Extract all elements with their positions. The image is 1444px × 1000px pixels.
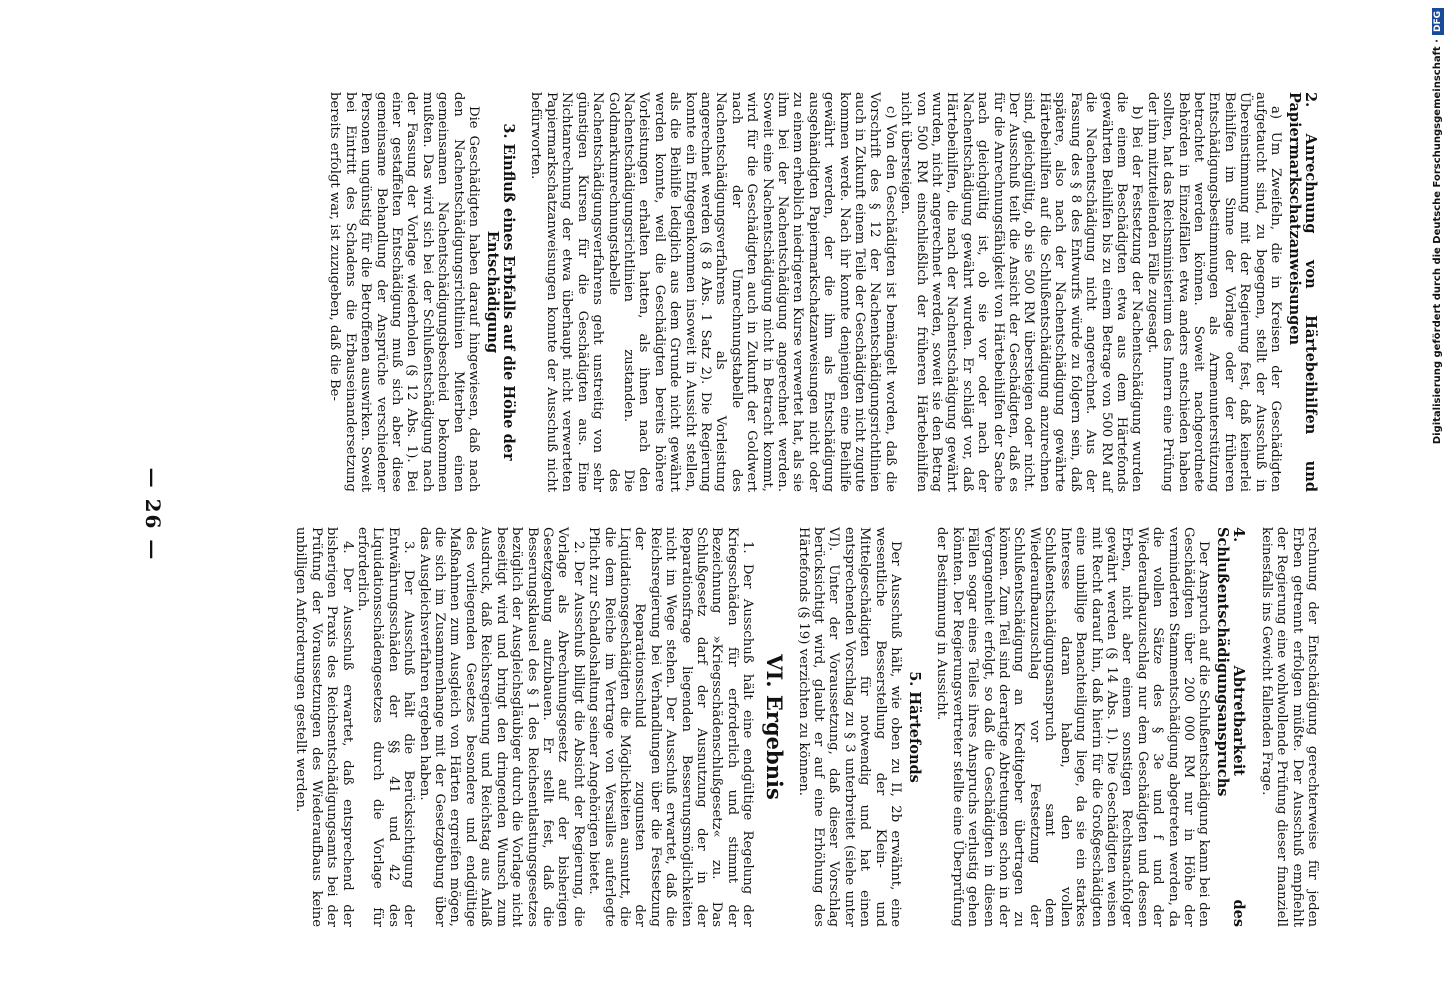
section-5-paragraph: Der Ausschuß hält, wie oben zu II, 2b erwähnt, eine wesentliche Besserstellung der Klein- und Mittelgeschädigten für notwendig und hat einen entsprechenden Vorschlag zu § 3 unterbreitet (siehe unter VI). Unter der Voraussetzung, daß dieser Vorschlag berücksichtigt wird, glaubt er auf eine Erhöhung des Härtefonds (§ 19) verzichten zu können. (795, 527, 904, 927)
section-6-point-2: 2. Der Ausschuß billigt die Absicht der Regierung, die Vorlage als Abrechnungsgesetz auf der bisherigen Gesetzgebung aufzubauen. Er stellt fest, daß die Besserungsklausel des § 1 des Reichsentlastungsgesetzes bezüglich der Ausgleichsgläubiger durch die Vorlage nicht beseitigt wird und bringt den dringenden Wunsch zum Ausdruck, daß Reichsregierung und Reichstag aus Anlaß des vorliegenden Gesetzes besondere und endgültige Maßnahmen zum Ausgleich von Härten ergreifen mögen, die sich im Zusammenhange mit der Gesetzgebung über das Ausgleichsverfahren ergeben haben. (416, 527, 586, 927)
sidebar-credit (1432, 8, 1444, 993)
left-column (170, 92, 1320, 492)
section-6-point-3: 3. Der Ausschuß hält die Berücksichtigung der Entwährungsschäden der §§ 41 und 42 des Liquidationsschädengesetzes durch die Vorlage für erforderlich. (355, 527, 417, 927)
continued-paragraph: rechnung der Entschädigung gerechterweise für jeden Erben getrennt erfolgen müßte. Der Ausschuß empfiehlt der Regierung eine wohlwollende Prüfung dieser finanziell keinesfalls ins Gewicht fallenden Frage. (1258, 527, 1320, 927)
section-5-heading: 5. Härtefonds (906, 671, 924, 783)
section-2-heading: 2. Anrechnung von Härtebeihilfen und Papiermarkschatzanweisungen (1286, 92, 1319, 492)
section-4-paragraph: Der Anspruch auf die Schlußentschädigung kann bei den Geschädigten über 200 000 RM nur in Höhe der verminderten Stammentschädigung abgetreten werden, da die vollen Sätze des § 3e und f und der Wiederaufbauzuschlag nur dem Geschädigten und dessen Erben, nicht aber einem sonstigen Rechtsnachfolger gewährt werden (§ 14 Abs. 1). Die Geschädigten weisen mit Recht darauf hin, daß hierin für die Großgeschädigten eine unbillige Benachteiligung liege, da sie ein starkes Interesse daran haben, den vollen Schlußentschädigungsanspruch samt dem Wiederaufbauzuschlag vor Festsetzung der Schlußentschädigung an Kreditgeber übertragen zu können. Zum Teil sind derartige Abtretungen schon in der Vergangenheit erfolgt, so daß die Geschädigten in diesen Fällen sogar eines Teiles ihres Anspruchs verlustig gehen könnten. Der Regierungsvertreter stellte eine Überprüfung der Bestimmung in Aussicht. (934, 527, 1212, 927)
section-3-heading: 3. Einfluß eines Erbfalls auf die Höhe der Entschädigung (484, 123, 518, 461)
section-6-heading: VI. Ergebnis (762, 654, 788, 800)
section-6-point-4: 4. Der Ausschuß erwartet, daß entsprechend der bisherigen Praxis des Reichsentschädigungsamts bei der Prüfung der Voraussetzungen des Wiederaufbaus keine unbilligen Anforderungen gestellt werden. (293, 527, 355, 927)
dfg-logo: DFG (1432, 8, 1444, 35)
section-2c-paragraph: c) Von den Geschädigten ist bemängelt worden, daß die Vorschrift des § 12 der Nachentschädigungsrichtlinien auch in Zukunft einem Teile der Geschädigten nicht zugute kommen werde. Nach ihr konnte denjenigen eine Beihilfe gewährt werden, der die ihm als Entschädigung ausgehändigten Papiermarkschatzanweisungen nicht oder zu einem erheblich niedrigeren Kurse verwertet hat, als sie ihm bei der Nachentschädigung angerechnet werden. Soweit eine Nachentschädigung nicht in Betracht kommt, wird für die Geschädigten auch in Zukunft der Goldwert nach der Umrechnungstabelle des Nachentschädigungsverfahrens als Vorleistung angerechnet werden (§ 8 Abs. 1 Satz 2). Die Regierung konnte ein Entgegenkommen insoweit in Aussicht stellen, als die Beihilfe lediglich aus dem Grunde nicht gewährt werden konnte, weil die Geschädigten bereits höhere Vorleistungen erhalten hatten, als ihnen nach den Nachentschädigungsrichtlinien zustanden. Die Goldmarkumrechnungstabelle des Nachentschädigungsverfahrens geht unstreitig von sehr günstigen Kursen für die Geschädigten aus. Eine Nichtanrechnung der etwa überhaupt nicht verwerteten Papiermarkschatzanweisungen konnte der Ausschuß nicht befürworten. (528, 92, 898, 492)
digitization-sidebar (1420, 8, 1443, 993)
right-column (170, 527, 1320, 927)
sidebar-credit-text: Digitalisierung gefördert durch die Deutsche Forschungsgemeinschaft · (1432, 39, 1443, 445)
document-page (125, 92, 1320, 937)
page-number: — 26 — (141, 467, 165, 562)
section-6-point-1: 1. Der Ausschuß hält eine endgültige Regelung der Kriegsschäden für erforderlich und stimmt der Bezeichnung »Kriegsschädenschlußgesetz« zu. Das Schlußgesetz darf der Ausnutzung der in der Reparationsfrage liegenden Besserungsmöglichkeiten nicht im Wege stehen. Der Ausschuß erwartet, daß die Reichsregierung bei Verhandlungen über die Festsetzung der Reparationsschuld zugunsten der Liquidationsgeschädigten die Möglichkeiten ausnutzt, die die dem Reiche im Vertrage von Versailles auferlegte Pflicht zur Schadloshaltung seiner Angehörigen bietet. (586, 527, 756, 927)
section-2b-paragraph: b) Bei der Festsetzung der Nachentschädigung wurden die einem Beschädigten etwa aus dem Härtefonds gewährten Beihilfen bis zu einem Betrage von 500 RM auf die Nachentschädigung nicht angerechnet. Aus der Fassung des § 8 des Entwurfs würde zu folgern sein, daß spätere, also nach der Nachentschädigung gewährte Härtebeihilfen auf die Schlußentschädigung anzurechnen sind, gleichgültig, ob sie 500 RM übersteigen oder nicht. Der Ausschuß teilt die Ansicht der Geschädigten, daß es für die Anrechnungsfähigkeit von Härtebeihilfen der Sache nach gleichgültig ist, ob sie vor oder nach der Nachentschädigung gewährt wurden. Er schlägt vor, daß Härtebeihilfen, die nach der Nachentschädigung gewährt wurden, nicht angerechnet werden, soweit sie den Betrag von 500 RM einschließlich der früheren Härtebeihilfen nicht übersteigen. (898, 92, 1145, 492)
section-2a-paragraph: a) Um Zweifeln, die in Kreisen der Geschädigten aufgetaucht sind, zu begegnen, stellt der Ausschuß in Übereinstimmung mit der Regierung fest, daß keinerlei Beihilfen im Sinne der Vorlage oder der früheren Entschädigungsbestimmungen als Armenunterstützung betrachtet werden können. Soweit nachgeordnete Behörden in Einzelfällen etwa anders entschieden haben sollten, hat das Reichsministerium des Innern eine Prüfung der ihm mitzuteilenden Fälle zugesagt. (1144, 92, 1283, 492)
section-3-paragraph: Die Geschädigten haben darauf hingewiesen, daß nach den Nachentschädigungsrichtlinien Miterben einen gemeinsamen Nachentschädigungsbescheid bekommen mußten. Das wird sich bei der Schlußentschädigung nach der Fassung der Vorlage wiederholen (§ 12 Abs. 1). Bei einer gestaffelten Entschädigung muß sich aber diese gemeinsame Behandlung der Ansprüche verschiedener Personen ungünstig für die Betroffenen auswirken. Soweit bei Eintritt des Schadens die Erbauseinandersetzung bereits erfolgt war, ist zuzugeben, daß die Be- (327, 92, 482, 492)
section-4-heading: 4. Abtretbarkeit des Schlußentschädigungsanspruchs (1214, 527, 1248, 927)
